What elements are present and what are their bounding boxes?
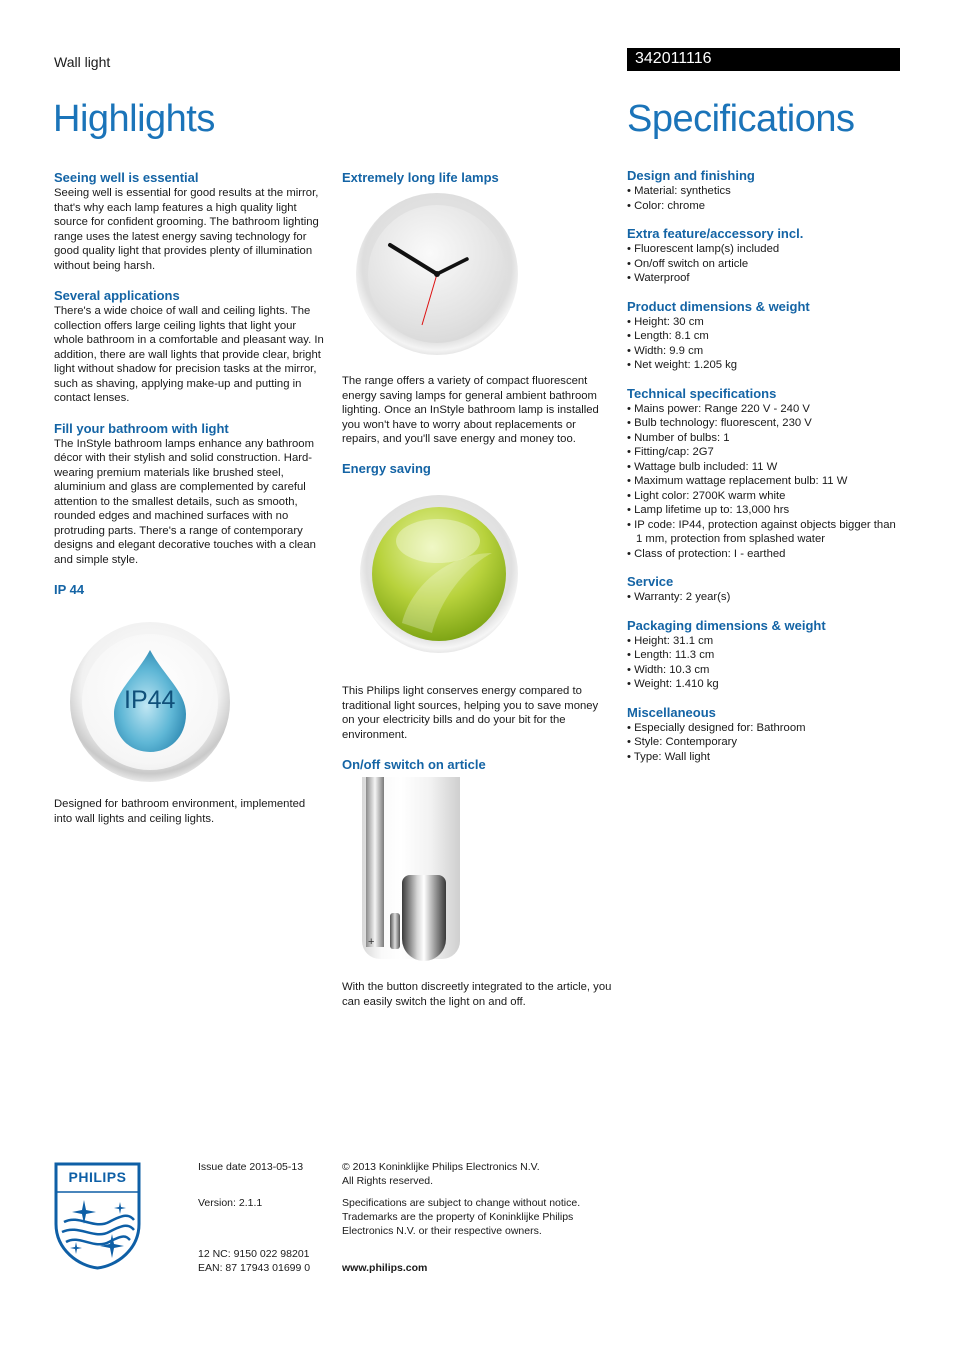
section-text: The InStyle bathroom lamps enhance any bathroom décor with their stylish and solid construction. Hard-wearing premium materials like brushed steel, aluminium and glass are complemented by careful attention to the smallest details, such as smooth, rounded edges and machined surfaces with no protruding parts. There's a range of contemporary designs and elegant decorative touches with a clean and simple style. <box>54 437 316 566</box>
leaf-image <box>342 483 532 669</box>
spec-item: • Length: 11.3 cm <box>627 648 902 663</box>
issue-date: Issue date 2013-05-13 <box>198 1161 304 1173</box>
nc-number: 12 NC: 9150 022 98201 <box>198 1248 310 1260</box>
spec-group-technical <box>627 386 902 562</box>
spec-item: • Width: 10.3 cm <box>627 663 902 678</box>
product-code-bar <box>627 48 900 71</box>
spec-item: • Fluorescent lamp(s) included <box>627 242 902 257</box>
copyright-line-1: © 2013 Koninklijke Philips Electronics N.V. <box>342 1161 540 1173</box>
version: Version: 2.1.1 <box>198 1197 263 1209</box>
spec-item: • Number of bulbs: 1 <box>627 431 902 446</box>
spec-item: • Width: 9.9 cm <box>627 344 902 359</box>
spec-item: • Mains power: Range 220 V - 240 V <box>627 402 902 417</box>
category-label: Wall light <box>54 54 111 70</box>
spec-group-extra <box>627 226 902 286</box>
spec-item: • Wattage bulb included: 11 W <box>627 460 902 475</box>
copyright-line-2: All Rights reserved. <box>342 1175 434 1187</box>
spec-group-service <box>627 574 902 605</box>
section-text: There's a wide choice of wall and ceiling lights. The collection offers large ceiling lights that light your whole bathroom in a comfortable and pleasant way. In addition, there are wall lights that provide clear, bright light without shadow for precision tasks at the mirror, such as shaving, applying make-up and putting in contact lenses. <box>54 305 324 404</box>
spec-item: • Material: synthetics <box>627 184 902 199</box>
section-title: Energy saving <box>342 461 431 476</box>
section-text: Designed for bathroom environment, implemented into wall lights and ceiling lights. <box>54 798 306 825</box>
section-title: Seeing well is essential <box>54 170 199 185</box>
spec-group-title: Design and finishing <box>627 168 755 183</box>
section-text: With the button discreetly integrated to the article, you can easily switch the light on and off. <box>342 981 612 1008</box>
spec-item: • Especially designed for: Bathroom <box>627 721 902 736</box>
spec-item: • Height: 31.1 cm <box>627 634 902 649</box>
philips-wordmark: PHILIPS <box>68 1169 127 1185</box>
spec-group-title: Extra feature/accessory incl. <box>627 226 804 241</box>
spec-item: • Class of protection: I - earthed <box>627 547 902 562</box>
spec-item: • Warranty: 2 year(s) <box>627 590 902 605</box>
leaf-icon <box>342 483 532 669</box>
clock-image <box>342 190 532 362</box>
philips-logo <box>54 1162 141 1270</box>
spec-item: • Net weight: 1.205 kg <box>627 358 902 373</box>
switch-image <box>342 777 466 965</box>
spec-item: • Length: 8.1 cm <box>627 329 902 344</box>
website-link[interactable]: www.philips.com <box>342 1262 428 1274</box>
spec-item: • Fitting/cap: 2G7 <box>627 445 902 460</box>
section-text: The range offers a variety of compact fluorescent energy saving lamps for general ambient bathroom lighting. Once an InStyle bathroom lamp is installed you won't have to worry about replacements or repairs, and you'll save energy and money too. <box>342 375 599 445</box>
spec-group-title: Miscellaneous <box>627 704 716 720</box>
spec-item: • Lamp lifetime up to: 13,000 hrs <box>627 503 902 518</box>
spec-group-title: Packaging dimensions & weight <box>627 617 826 633</box>
section-text: This Philips light conserves energy compared to traditional light sources, helping you to save money on your electricity bills and do your bit for the environment. <box>342 685 599 741</box>
product-code: 342011116 <box>635 50 712 67</box>
section-title: Extremely long life lamps <box>342 170 499 185</box>
ip44-label: IP44 <box>124 686 176 714</box>
spec-item: • Bulb technology: fluorescent, 230 V <box>627 416 902 431</box>
section-text: Seeing well is essential for good results at the mirror, that's why each lamp features a high quality light source for confident grooming. The bathroom lighting range uses the latest energy saving technology for good quality light that provides plenty of illumination without being harsh. <box>54 187 319 272</box>
section-title: Several applications <box>54 288 180 303</box>
highlights-col-1 <box>54 170 326 598</box>
clock-icon <box>342 190 532 362</box>
ip44-image <box>54 592 248 782</box>
notice-line-2: Trademarks are the property of Koninklijke Philips <box>342 1211 574 1223</box>
section-title: On/off switch on article <box>342 757 486 772</box>
spec-item: • Height: 30 cm <box>627 315 902 330</box>
spec-group-packaging <box>627 618 902 692</box>
notice-line-1: Specifications are subject to change without notice. <box>342 1197 581 1209</box>
spec-group-title: Product dimensions & weight <box>627 298 810 314</box>
spec-item: • Color: chrome <box>627 199 902 214</box>
spec-item: • On/off switch on article <box>627 257 902 272</box>
highlights-title: Highlights <box>53 98 215 140</box>
plus-icon: + <box>368 936 375 948</box>
spec-item: • IP code: IP44, protection against objects bigger than 1 mm, protection from splashed water <box>627 518 902 547</box>
ean-number: EAN: 87 17943 01699 0 <box>198 1262 311 1274</box>
spec-item: • Maximum wattage replacement bulb: 11 W <box>627 474 902 489</box>
spec-item: • Style: Contemporary <box>627 735 902 750</box>
specs-column <box>627 168 902 764</box>
spec-item: • Waterproof <box>627 271 902 286</box>
spec-item: • Light color: 2700K warm white <box>627 489 902 504</box>
section-title: IP 44 <box>54 582 85 597</box>
spec-item: • Type: Wall light <box>627 750 902 765</box>
spec-group-title: Service <box>627 574 674 589</box>
spec-group-misc <box>627 705 902 765</box>
spec-item: • Weight: 1.410 kg <box>627 677 902 692</box>
spec-group-title: Technical specifications <box>627 385 777 401</box>
spec-group-design <box>627 168 902 213</box>
notice-line-3: Electronics N.V. or their respective owners. <box>342 1225 542 1237</box>
spec-group-product-dimensions <box>627 299 902 373</box>
section-title: Fill your bathroom with light <box>54 420 229 436</box>
specifications-title: Specifications <box>627 98 855 140</box>
